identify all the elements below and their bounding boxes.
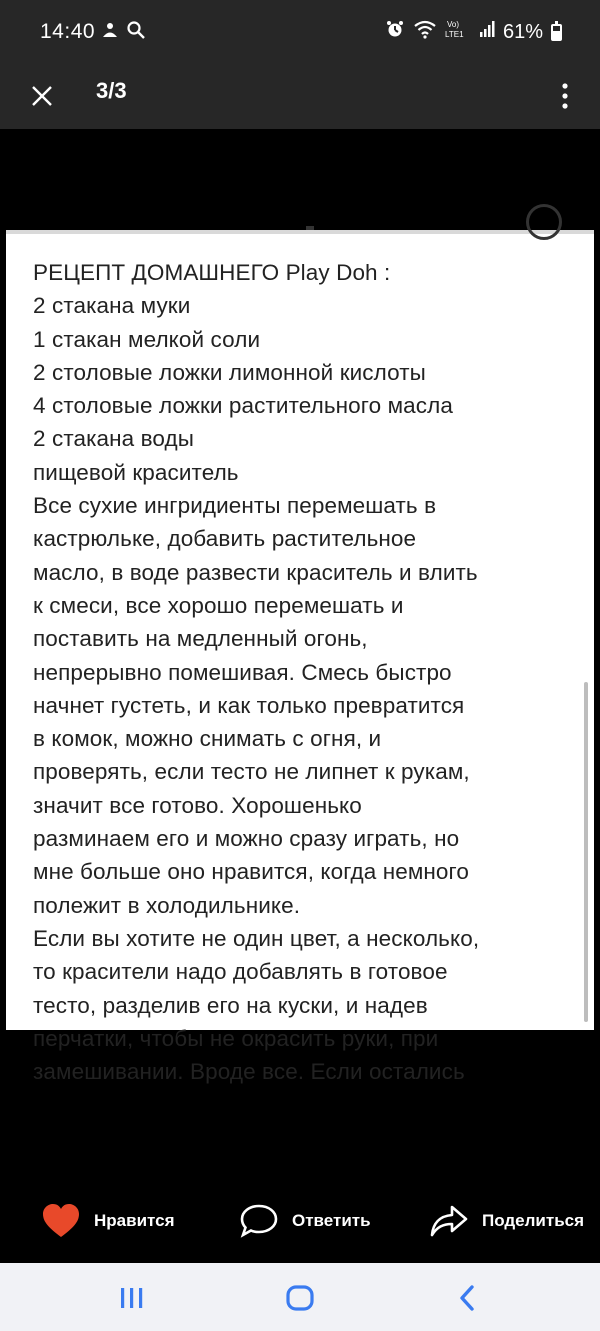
ingredient-line: 2 стакана воды [33, 426, 195, 452]
instruction-line: начнет густеть, и как только превратится [33, 692, 465, 718]
reply-button[interactable] [240, 1204, 371, 1238]
svg-text:Vo): Vo) [446, 20, 459, 29]
home-button[interactable] [280, 1281, 320, 1315]
status-bar [0, 0, 600, 62]
search-icon [126, 20, 146, 45]
bixby-icon [100, 20, 120, 45]
ingredient-line: пищевой краситель [33, 459, 239, 485]
recent-apps-button[interactable] [112, 1281, 152, 1315]
recipe-title: РЕЦЕПТ ДОМАШНЕГО Play Doh : [33, 260, 391, 285]
back-button[interactable] [448, 1281, 488, 1315]
instruction-line: тесто, разделив его на куски, и надев [33, 992, 428, 1018]
ingredient-line: 2 стакана муки [33, 293, 191, 319]
instruction-line: разминаем его и можно сразу играть, но [33, 826, 460, 852]
home-icon [285, 1284, 315, 1312]
reply-label: Ответить [292, 1211, 371, 1230]
svg-text:LTE1: LTE1 [444, 30, 464, 39]
close-icon [30, 84, 54, 108]
instruction-line: мне больше оно нравится, когда немного [33, 859, 469, 885]
comment-icon [240, 1204, 278, 1238]
photo-top-circle [526, 204, 562, 240]
instruction-line: кастрюльке, добавить растительное [33, 526, 417, 552]
status-right-icons [385, 19, 562, 45]
battery-fill [553, 31, 560, 39]
alarm-icon [385, 19, 405, 45]
instruction-line: Если вы хотите не один цвет, а несколько, [33, 925, 480, 951]
ingredient-line: 1 стакан мелкой соли [33, 326, 261, 352]
share-label: Поделиться [482, 1211, 585, 1230]
instructions-paragraph-2 [33, 924, 573, 1086]
instruction-line: замешивании. Вроде все. Если остались [33, 1059, 465, 1085]
wifi-icon [413, 19, 437, 45]
instruction-line: масло, в воде развести краситель и влить [33, 559, 478, 585]
instruction-line: проверять, если тесто не липнет к рукам, [33, 759, 470, 785]
instruction-line: поставить на медленный огонь, [33, 626, 368, 652]
share-button[interactable] [430, 1204, 584, 1238]
instruction-line: непрерывно помешивая. Смесь быстро [33, 659, 452, 685]
back-icon [456, 1284, 480, 1312]
more-vertical-icon [562, 83, 568, 109]
instruction-line: Все сухие ингридиенты перемешать в [33, 493, 437, 519]
volte-icon [445, 19, 471, 45]
viewer-top-bar [0, 62, 600, 129]
signal-icon [479, 20, 495, 44]
more-options-button[interactable] [550, 74, 580, 118]
close-button[interactable] [22, 76, 62, 116]
battery-percent: 61% [502, 20, 543, 43]
recent-apps-icon [119, 1286, 145, 1310]
photo-top-edge [6, 230, 594, 234]
page-counter: 3/3 [96, 78, 127, 103]
system-nav-bar [0, 1263, 600, 1331]
ingredient-line: 2 столовые ложки лимонной кислоты [33, 359, 426, 385]
status-left-icons [100, 20, 146, 45]
ingredient-line: 4 столовые ложки растительного масла [33, 393, 453, 419]
instruction-line: значит все готово. Хорошенько [33, 792, 362, 818]
like-label: Нравится [94, 1211, 175, 1230]
instructions-paragraph-1 [33, 491, 573, 920]
photo-scrollbar [584, 682, 588, 1022]
ingredients-list [33, 291, 573, 487]
instruction-line: в комок, можно снимать с огня, и [33, 726, 382, 752]
instruction-line: перчатки, чтобы не окрасить руки, при [33, 1025, 439, 1051]
photo-top-fragment [306, 226, 314, 230]
heart-icon [42, 1204, 80, 1238]
share-icon [430, 1204, 468, 1238]
recipe-text [33, 258, 573, 1090]
instruction-line: то красители надо добавлять в готовое [33, 959, 448, 985]
like-button[interactable] [42, 1204, 175, 1238]
instruction-line: полежит в холодильнике. [33, 892, 301, 918]
status-time: 14:40 [40, 20, 96, 43]
instruction-line: к смеси, все хорошо перемешать и [33, 592, 404, 618]
battery-icon [551, 24, 562, 41]
recipe-photo[interactable] [6, 230, 594, 1085]
action-bar [0, 1190, 600, 1260]
